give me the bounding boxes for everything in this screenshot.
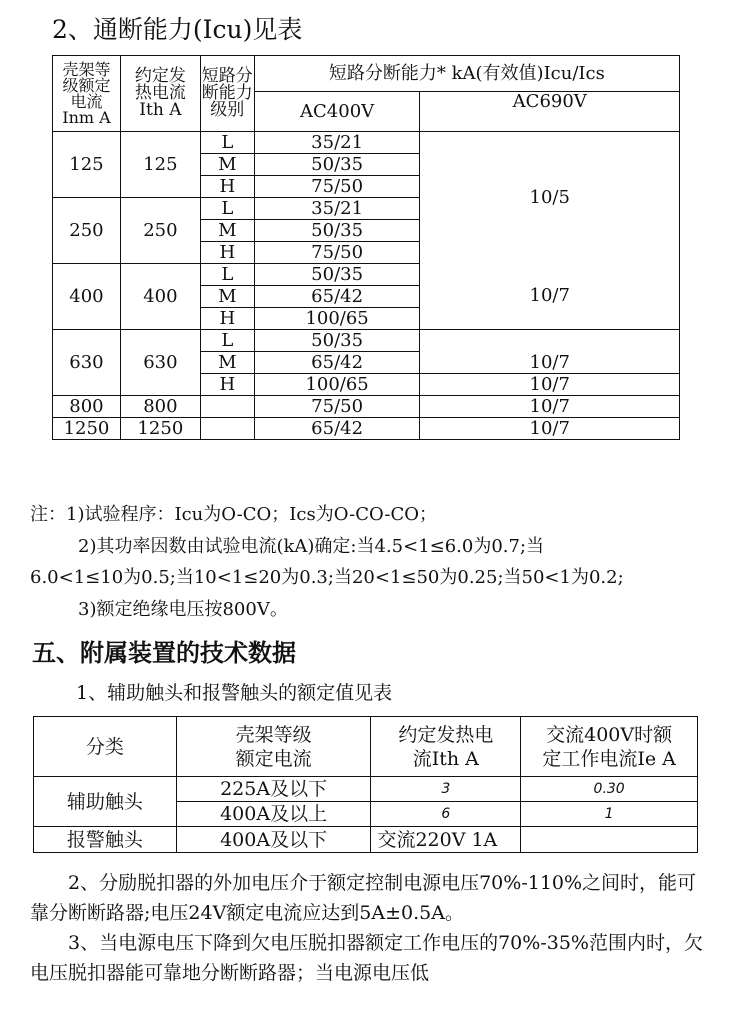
- note-1: 注：1)试验程序：Icu为O-CO；Ics为O-CO-CO；: [30, 504, 438, 525]
- table-heading: 2、通断能力(Icu)见表: [52, 15, 303, 44]
- ie-cell: 0.30: [521, 777, 698, 802]
- ac690-cell: 10/7: [420, 396, 680, 418]
- note-3: 3)额定绝缘电压按800V。: [78, 599, 288, 620]
- ith-cell: 交流220V 1A: [371, 827, 521, 853]
- ac400-cell: 50/35: [254, 154, 420, 176]
- ac400-cell: 35/21: [254, 198, 420, 220]
- inm-cell: 800: [53, 396, 121, 418]
- ac400-cell: 75/50: [254, 242, 420, 264]
- ith-cell: 630: [120, 330, 200, 396]
- level-cell: H: [200, 242, 254, 264]
- inm-cell: 250: [53, 198, 121, 264]
- ith-cell: 3: [371, 777, 521, 802]
- ac690-cell: 10/7: [420, 418, 680, 440]
- level-cell: L: [200, 198, 254, 220]
- header-thermal-current: 约定发热电 流Ith A: [371, 717, 521, 777]
- level-cell: M: [200, 154, 254, 176]
- note-2b: 6.0<1≤10为0.5;当10<1≤20为0.3;当20<1≤50为0.25;当50<1为0.2;: [30, 567, 624, 588]
- level-cell: L: [200, 132, 254, 154]
- inm-cell: 125: [53, 132, 121, 198]
- header-ac690v: AC690V: [420, 92, 680, 132]
- header-breaking-level: 短路分 断能力 级别: [200, 56, 254, 132]
- note-2a: 2)其功率因数由试验电流(kA)确定:当4.5<1≤6.0为0.7;当: [78, 536, 545, 557]
- inm-cell: 630: [53, 330, 121, 396]
- ac690-cell: 10/7: [420, 264, 680, 330]
- level-cell: [200, 396, 254, 418]
- ac400-cell: 50/35: [254, 220, 420, 242]
- ith-cell: 125: [120, 132, 200, 198]
- subsection-title: 1、辅助触头和报警触头的额定值见表: [76, 682, 393, 704]
- header-frame-current: 壳架等级 额定电流: [176, 717, 371, 777]
- level-cell: M: [200, 352, 254, 374]
- aux-contact-label: 辅助触头: [34, 777, 177, 827]
- ac400-cell: 100/65: [254, 374, 420, 396]
- inm-cell: 1250: [53, 418, 121, 440]
- ac400-cell: 75/50: [254, 176, 420, 198]
- ac400-cell: 65/42: [254, 286, 420, 308]
- ac690-cell: 10/7: [420, 330, 680, 374]
- ac400-cell: 100/65: [254, 308, 420, 330]
- section-title: 五、附属装置的技术数据: [32, 639, 296, 667]
- level-cell: M: [200, 220, 254, 242]
- level-cell: M: [200, 286, 254, 308]
- ie-cell: 1: [521, 802, 698, 827]
- paragraph-2: 2、分励脱扣器的外加电压介于额定控制电源电压70%-110%之间时，能可靠分断断路器;电压24V额定电流应达到5A±0.5A。: [30, 872, 697, 924]
- ac400-cell: 65/42: [254, 418, 420, 440]
- header-thermal-current: 约定发 热电流 Ith A: [120, 56, 200, 132]
- ie-cell: [521, 827, 698, 853]
- ith-cell: 6: [371, 802, 521, 827]
- ith-cell: 1250: [120, 418, 200, 440]
- breaking-capacity-table: [52, 55, 680, 440]
- inm-cell: 400: [53, 264, 121, 330]
- ac690-cell: 10/5: [420, 132, 680, 264]
- paragraph-3: 3、当电源电压下降到欠电压脱扣器额定工作电压的70%-35%范围内时，欠电压脱扣器能可靠地分断断路器；当电源电压低: [30, 932, 703, 984]
- ac690-cell: 10/7: [420, 374, 680, 396]
- header-breaking-capacity: 短路分断能力* kA(有效值)Icu/Ics: [254, 56, 679, 92]
- ith-cell: 400: [120, 264, 200, 330]
- alarm-contact-label: 报警触头: [34, 827, 177, 853]
- frame-cell: 400A及以下: [176, 827, 371, 853]
- ac400-cell: 75/50: [254, 396, 420, 418]
- ith-cell: 250: [120, 198, 200, 264]
- ith-cell: 800: [120, 396, 200, 418]
- header-frame-current: 壳架等 级额定 电流 Inm A: [53, 56, 121, 132]
- frame-cell: 225A及以下: [176, 777, 371, 802]
- ac400-cell: 50/35: [254, 264, 420, 286]
- level-cell: H: [200, 308, 254, 330]
- ac400-cell: 50/35: [254, 330, 420, 352]
- level-cell: [200, 418, 254, 440]
- level-cell: H: [200, 176, 254, 198]
- level-cell: H: [200, 374, 254, 396]
- header-rated-current: 交流400V时额 定工作电流Ie A: [521, 717, 698, 777]
- ac400-cell: 65/42: [254, 352, 420, 374]
- ac400-cell: 35/21: [254, 132, 420, 154]
- header-category: 分类: [34, 717, 177, 777]
- contact-rating-table: [33, 716, 698, 853]
- level-cell: L: [200, 264, 254, 286]
- header-ac400v: AC400V: [254, 92, 420, 132]
- level-cell: L: [200, 330, 254, 352]
- frame-cell: 400A及以上: [176, 802, 371, 827]
